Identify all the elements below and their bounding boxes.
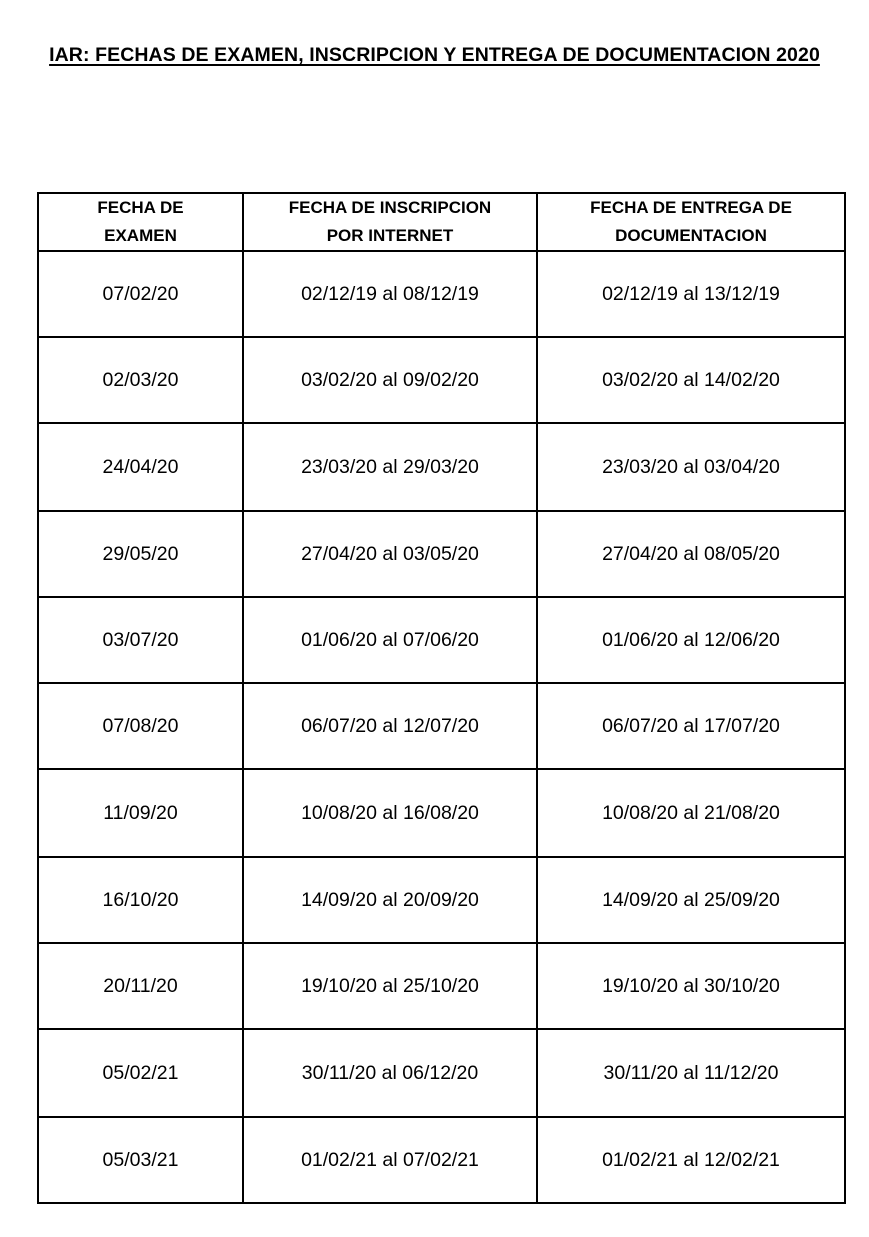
inscription-range-cell: 27/04/20 al 03/05/20 xyxy=(243,511,537,597)
exam-date-cell: 11/09/20 xyxy=(38,769,243,857)
exam-date-cell: 24/04/20 xyxy=(38,423,243,511)
delivery-range-cell: 01/06/20 al 12/06/20 xyxy=(537,597,845,683)
header-line: FECHA DE xyxy=(97,198,184,217)
exam-date-cell: 20/11/20 xyxy=(38,943,243,1029)
inscription-range-cell: 03/02/20 al 09/02/20 xyxy=(243,337,537,423)
table-row xyxy=(38,423,845,511)
delivery-range-cell: 02/12/19 al 13/12/19 xyxy=(537,251,845,337)
document-title xyxy=(0,44,869,67)
header-line: FECHA DE ENTREGA DE xyxy=(590,198,792,217)
header-line: FECHA DE INSCRIPCION xyxy=(288,198,492,217)
table-row xyxy=(38,943,845,1029)
inscription-range-cell: 19/10/20 al 25/10/20 xyxy=(243,943,537,1029)
inscription-range-cell: 01/06/20 al 07/06/20 xyxy=(243,597,537,683)
exam-schedule-table xyxy=(37,192,846,1204)
inscription-range-cell: 01/02/21 al 07/02/21 xyxy=(243,1117,537,1203)
header-fecha-inscripcion xyxy=(243,193,537,251)
inscription-range-cell: 14/09/20 al 20/09/20 xyxy=(243,857,537,943)
table-row xyxy=(38,857,845,943)
inscription-range-cell: 23/03/20 al 29/03/20 xyxy=(243,423,537,511)
table-row xyxy=(38,337,845,423)
delivery-range-cell: 01/02/21 al 12/02/21 xyxy=(537,1117,845,1203)
delivery-range-cell: 30/11/20 al 11/12/20 xyxy=(537,1029,845,1117)
table-row xyxy=(38,1029,845,1117)
delivery-range-cell: 14/09/20 al 25/09/20 xyxy=(537,857,845,943)
header-line: DOCUMENTACION xyxy=(615,226,767,245)
inscription-range-cell: 06/07/20 al 12/07/20 xyxy=(243,683,537,769)
exam-date-cell: 02/03/20 xyxy=(38,337,243,423)
delivery-range-cell: 27/04/20 al 08/05/20 xyxy=(537,511,845,597)
exam-date-cell: 05/03/21 xyxy=(38,1117,243,1203)
exam-date-cell: 07/02/20 xyxy=(38,251,243,337)
exam-date-cell: 07/08/20 xyxy=(38,683,243,769)
inscription-range-cell: 30/11/20 al 06/12/20 xyxy=(243,1029,537,1117)
table-row xyxy=(38,769,845,857)
table-row xyxy=(38,511,845,597)
delivery-range-cell: 10/08/20 al 21/08/20 xyxy=(537,769,845,857)
exam-date-cell: 05/02/21 xyxy=(38,1029,243,1117)
delivery-range-cell: 03/02/20 al 14/02/20 xyxy=(537,337,845,423)
delivery-range-cell: 19/10/20 al 30/10/20 xyxy=(537,943,845,1029)
exam-date-cell: 03/07/20 xyxy=(38,597,243,683)
table-row xyxy=(38,683,845,769)
inscription-range-cell: 10/08/20 al 16/08/20 xyxy=(243,769,537,857)
table-row xyxy=(38,1117,845,1203)
exam-date-cell: 29/05/20 xyxy=(38,511,243,597)
header-fecha-examen xyxy=(38,193,243,251)
header-line: POR INTERNET xyxy=(326,226,454,245)
header-line: EXAMEN xyxy=(104,226,177,245)
delivery-range-cell: 23/03/20 al 03/04/20 xyxy=(537,423,845,511)
table-row xyxy=(38,251,845,337)
exam-date-cell: 16/10/20 xyxy=(38,857,243,943)
delivery-range-cell: 06/07/20 al 17/07/20 xyxy=(537,683,845,769)
document-title-text: IAR: FECHAS DE EXAMEN, INSCRIPCION Y ENTREGA DE DOCUMENTACION 2020 xyxy=(49,44,820,66)
inscription-range-cell: 02/12/19 al 08/12/19 xyxy=(243,251,537,337)
table-header-row xyxy=(38,193,845,251)
table-row xyxy=(38,597,845,683)
header-fecha-entrega xyxy=(537,193,845,251)
